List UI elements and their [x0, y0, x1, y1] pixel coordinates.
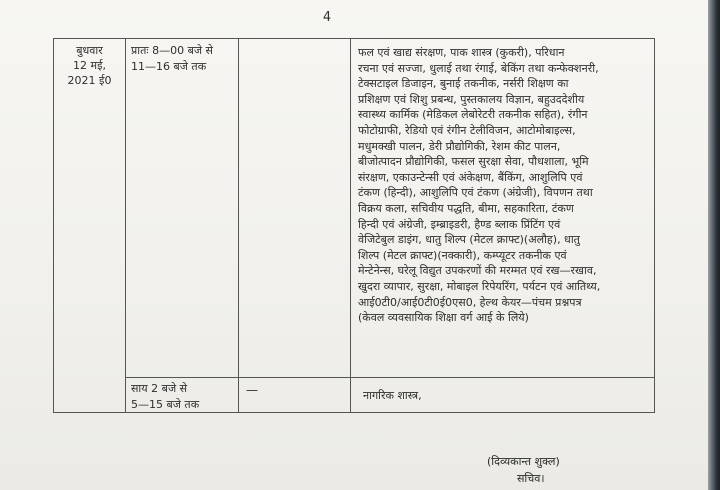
morning-time-cell: [131, 43, 221, 74]
signatory-title: सचिव।: [517, 472, 545, 485]
signatory-name: (दिव्यकान्त शुक्ल): [487, 455, 560, 468]
subject-line: रचना एवं सज्जा, धुलाई तथा रंगाई, बेकिंग तथा कन्फेक्शनरी,: [358, 61, 599, 75]
subject-line: टेक्सटाइल डिजाइन, बुनाई तकनीक, नर्सरी शिक्षण का: [358, 77, 569, 91]
column-divider: [350, 39, 351, 412]
exam-schedule-table: [53, 38, 655, 413]
subject-line: विक्रय कला, सचिवीय पद्धति, बीमा, सहकारिता, टंकण: [358, 201, 574, 215]
column-divider: [125, 39, 126, 412]
day-date: 12 मई,: [73, 59, 106, 72]
evening-subject: नागरिक शास्त्र,: [363, 389, 422, 402]
morning-time-end: 11—16 बजे तक: [131, 59, 207, 73]
morning-subjects-cell: [358, 45, 650, 326]
evening-time-end: 5—15 बजे तक: [131, 397, 200, 411]
subject-line: शिल्प (मेटल क्राफ्ट)(नक्कारी), कम्प्यूटर तकनीक एवं: [358, 248, 567, 262]
evening-time-start: साय 2 बजे से: [131, 382, 188, 395]
page-number: 4: [322, 10, 332, 25]
subject-line: स्वास्थ्य कार्मिक (मेडिकल लेबोरेटरी तकनीक सहित), रंगीन: [358, 108, 588, 122]
subject-line: आई0टी0/आई0टी0ई0एस0, हेल्थ केयर—पंचम प्रश्नपत्र: [358, 295, 582, 309]
subject-line: बीजोत्पादन प्रौद्योगिकी, फसल सुरक्षा सेवा, पौधशाला, भूमि: [358, 155, 589, 169]
day-name: बुधवार: [76, 44, 103, 57]
row-divider: [125, 377, 654, 378]
subject-line: वेजिटेबुल डाइंग, धातु शिल्प (मेटल क्राफ्ट)(अलौह), धातु: [358, 233, 580, 247]
subject-line: फल एवं खाद्य संरक्षण, पाक शास्त्र (कुकरी), परिधान: [358, 46, 565, 59]
subject-line: टंकण (हिन्दी), आशुलिपि एवं टंकण (अंग्रेजी), विपणन तथा: [358, 186, 593, 200]
subject-line: संरक्षण, एकाउन्टेन्सी एवं अंकेक्षण, बैंकिंग, आशुलिपि एवं: [358, 170, 583, 184]
subject-line: मधुमक्खी पालन, डेरी प्रौद्योगिकी, रेशम कीट पालन,: [358, 139, 561, 153]
exam-day-cell: [54, 43, 125, 88]
subject-line: मेन्टेनेन्स, घरेलू विद्युत उपकरणों की मरम्मत एवं रख—रखाव,: [358, 264, 597, 278]
subject-line: खुदरा व्यापार, सुरक्षा, मोबाइल रिपेयरिंग, पर्यटन एवं आतिथ्य,: [358, 279, 601, 293]
evening-empty-mark: —: [246, 383, 258, 397]
morning-time-start: प्रातः 8—00 बजे से: [131, 44, 213, 57]
subject-line: प्रशिक्षण एवं शिशु प्रबन्ध, पुस्तकालय विज्ञान, बहुउददेशीय: [358, 92, 585, 106]
evening-time-cell: [131, 381, 221, 412]
subject-line: हिन्दी एवं अंग्रेजी, इम्ब्राइडरी, हैण्ड ब्लाक प्रिंटिंग एवं: [358, 217, 561, 231]
subject-line: (केवल व्यवसायिक शिक्षा वर्ग आई के लिये): [358, 311, 529, 325]
day-year: 2021 ई0: [67, 74, 112, 87]
subject-line: फोटोग्राफी, रेडियो एवं रंगीन टेलीविजन, आटोमोबाइल्स,: [358, 123, 576, 137]
column-divider: [238, 39, 239, 412]
photo-dark-edge: [708, 0, 720, 490]
